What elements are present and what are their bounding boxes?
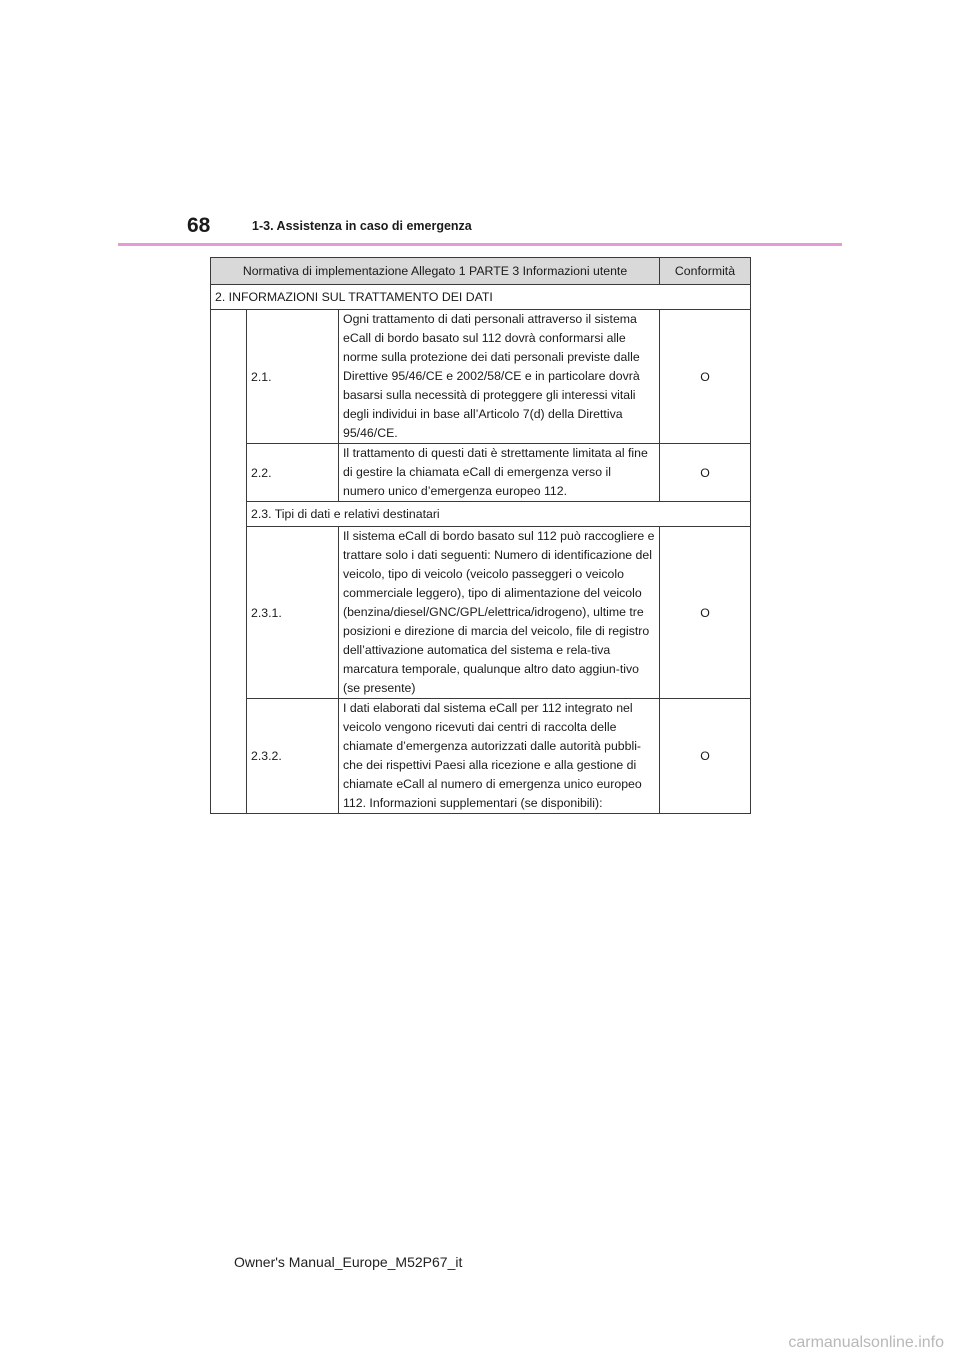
subgroup-title: 2.3. Tipi di dati e relativi destinatari xyxy=(247,502,751,527)
footer-manual-id: Owner's Manual_Europe_M52P67_it xyxy=(234,1254,463,1270)
row-number: 2.1. xyxy=(247,310,339,444)
row-number: 2.3.1. xyxy=(247,527,339,699)
table-header-row xyxy=(211,258,751,285)
table-row xyxy=(211,527,751,699)
row-text: Ogni trattamento di dati personali attraverso il sistema eCall di bordo basato sul 112 dovrà conformarsi alle norme sulla protezione dei dati personali previste dalle Direttive 95/46/CE e 2002/58/CE e in particolare dovrà basarsi sulla necessità di proteggere gli interessi vitali degli individui in base all’Articolo 7(d) della Direttiva 95/46/CE. xyxy=(339,310,660,444)
group-title-row xyxy=(211,285,751,310)
page-number: 68 xyxy=(187,214,211,237)
regulation-table xyxy=(210,257,751,814)
row-text: Il sistema eCall di bordo basato sul 112 può raccogliere e trattare solo i dati seguenti: Numero di identificazione del veicolo, tipo di veicolo (veicolo passeggeri o veicolo commerciale leggero), tipo di alimentazione del veicolo (benzina/diesel/GNC/GPL/elettrica/idrogeno), ultime tre posizioni e direzione di marcia del veicolo, file di registro dell’attivazione automatica del sistema e rela-tiva marcatura temporale, qualunque altro dato aggiun-tivo (se presente) xyxy=(339,527,660,699)
row-compliance: O xyxy=(660,444,751,502)
header-divider xyxy=(118,243,842,246)
indent-cell xyxy=(211,310,247,814)
column-header-compliance: Conformità xyxy=(660,258,751,285)
table-row xyxy=(211,310,751,444)
group-title: 2. INFORMAZIONI SUL TRATTAMENTO DEI DATI xyxy=(211,285,751,310)
row-text: I dati elaborati dal sistema eCall per 112 integrato nel veicolo vengono ricevuti dai centri di raccolta delle chiamate d’emergenza autorizzati dalle autorità pubbli-che dei rispettivi Paesi alla ricezione e alla gestione di chiamate eCall al numero di emergenza unico europeo 112. Informazioni supplementari (se disponibili): xyxy=(339,699,660,814)
row-compliance: O xyxy=(660,699,751,814)
table-row xyxy=(211,699,751,814)
watermark[interactable]: carmanualsonline.info xyxy=(788,1334,944,1351)
column-header-regulation: Normativa di implementazione Allegato 1 PARTE 3 Informazioni utente xyxy=(211,258,660,285)
table-row xyxy=(211,444,751,502)
row-number: 2.3.2. xyxy=(247,699,339,814)
row-number: 2.2. xyxy=(247,444,339,502)
subgroup-title-row xyxy=(211,502,751,527)
section-title: 1-3. Assistenza in caso di emergenza xyxy=(252,219,472,233)
row-compliance: O xyxy=(660,310,751,444)
row-text: Il trattamento di questi dati è strettamente limitata al fine di gestire la chiamata eCall di emergenza verso il numero unico d’emergenza europeo 112. xyxy=(339,444,660,502)
row-compliance: O xyxy=(660,527,751,699)
